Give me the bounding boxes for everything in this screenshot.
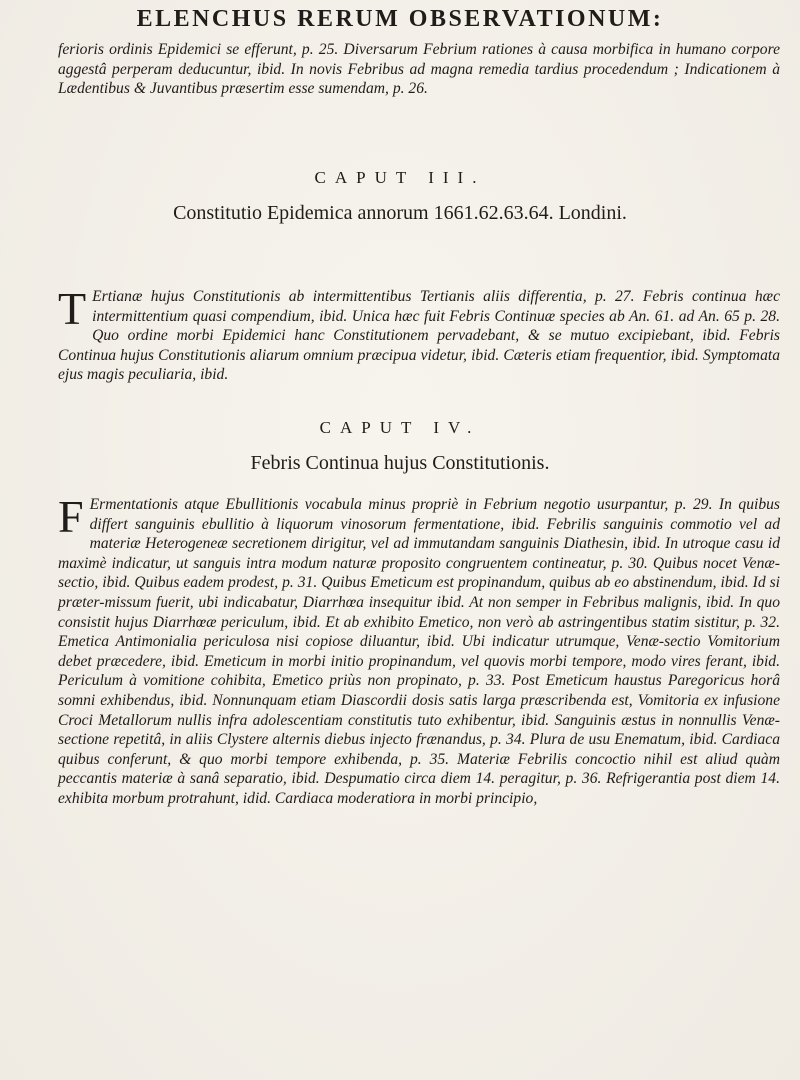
chapter-3-text: Ertianæ hujus Constitutionis ab intermittentibus Tertianis aliis differentia, p. 27. Febris continua hæc intermittentium quasi compendium, ibid. Unica hæc fuit Febris Continuæ species ab An. 61. ad An. 65 p. 28. Quo ordine morbi Epidemici hanc Constitutionem pervadebant, & se mutuo excipiebant, ibid. Febris Continua hujus Constitutionis aliarum omnium præcipua videtur, ibid. Cæteris etiam frequentior, ibid. Symptomata ejus magis peculiaria, ibid. [58,288,780,384]
chapter-3-title: Constitutio Epidemica annorum 1661.62.63.64. Londini. [173,202,627,224]
chapter-3-heading: CAPUT III. [314,168,486,187]
chapter-4-heading: CAPUT IV. [319,418,481,437]
intro-paragraph [58,40,780,99]
chapter-4-text: Ermentationis atque Ebullitionis vocabula minus propriè in Febrium negotio usurpantur, p. 29. In quibus differt sanguinis ebullitio à liquorum vinosorum fermentatione, ibid. Febrilis sanguinis commotio vel ad materiæ Heterogeneæ secretionem dirigitur, vel ad immutandam sanguinis Diathesin, ibid. In utroque casu id maximè indicatur, ut sanguis intra modum naturæ proposito congruentem contineatur, p. 30. Quibus nocet Venæ-sectio, ibid. Quibus eadem prodest, p. 31. Quibus Emeticum est propinandum, quibus ab eo abstinendum, ibid. Id si præter-missum fuerit, ubi indicabatur, Diarrhœa insequitur ibid. At non semper in Febribus malignis, ibid. In quo consistit hujus Diarrhœæ periculum, ibid. Et ab exhibito Emetico, non verò ab astringentibus statim sistitur, p. 32. Emetica Antimonialia periculosa nisi copiose diluantur, ibid. Ubi indicatur utrumque, Venæ-sectio Vomitorium debet præcedere, ibid. Emeticum in morbi initio propinandum, vel quovis morbi tempore, modo vires ferant, ibid. Periculum à vomitione cohibita, Emetico priùs non propinato, p. 33. Post Emeticum haustus Paregoricus horâ somni exhibendus, ibid. Nonnunquam etiam Diascordii dosis satis larga præscribenda est, Vomitoria ex infusione Croci Metallorum nullis infra adolescentiam constitutis tuto exhibentur, ibid. Sanguinis æstus in nonnullis Venæ-sectione repetitâ, in aliis Clystere alternis diebus injecto frænandus, p. 34. Plura de usu Enematum, ibid. Cardiaca quibus conferunt, & quo morbi tempore exhibenda, p. 35. Materiæ Febrilis concoctio nihil est aliud quàm peccantis materiæ à sanâ separatio, ibid. Despumatio circa diem 14. peragitur, p. 36. Refrigerantia post diem 14. exhibita morbum protrahunt, idid. Cardiaca moderatiora in morbi principio, [58,496,780,807]
chapter-4-paragraph [58,491,780,809]
chapter-4-title: Febris Continua hujus Constitutionis. [250,452,550,474]
chapter-3-dropcap: T [58,283,87,334]
intro-text: ferioris ordinis Epidemici se efferunt, p. 25. Diversarum Febrium rationes à causa morbifica in humano corpore aggestâ perperam deducuntur, ibid. In novis Febribus ad magna remedia tardius procedendum ; Indicationem à Lædentibus & Juvantibus præsertim esse sumendam, p. 26. [58,41,780,98]
running-head: ELENCHUS RERUM OBSERVATIONUM: [136,6,664,32]
chapter-3-paragraph [58,283,780,385]
chapter-4-dropcap: F [58,491,84,542]
